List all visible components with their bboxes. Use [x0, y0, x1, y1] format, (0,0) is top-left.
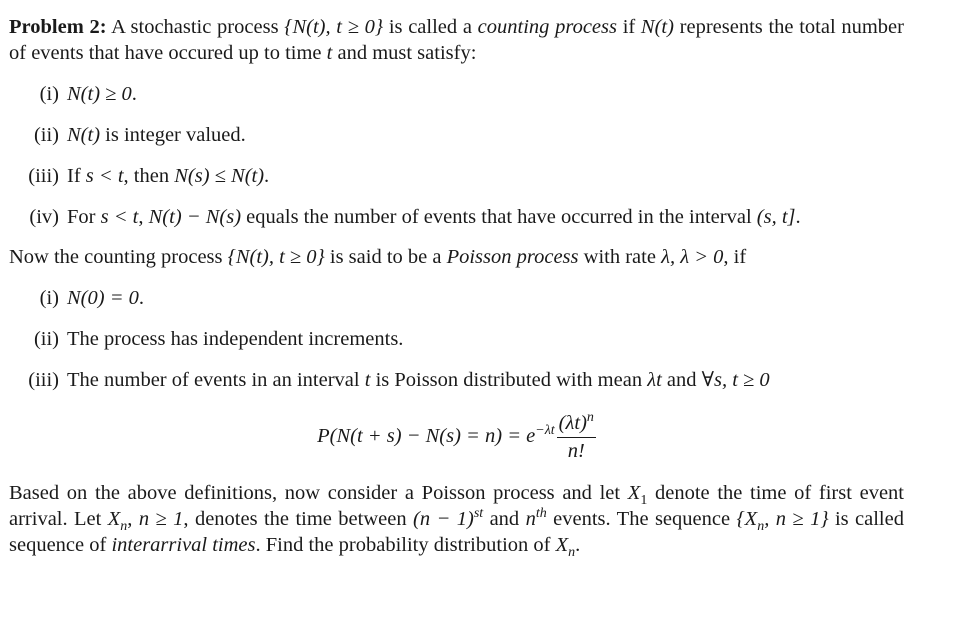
list-item [9, 204, 904, 230]
problem-text: and must satisfy: [332, 42, 477, 64]
fraction-numerator: (λt) [558, 411, 587, 434]
item-text: If [67, 165, 86, 187]
math-expr: t [364, 369, 371, 391]
item-number: (i) [39, 287, 59, 309]
equation-exponent: −λt [535, 423, 555, 439]
fraction-denominator: n! [567, 439, 585, 462]
list-item [9, 326, 904, 352]
list-item [9, 81, 904, 107]
math-expr: N(s) ≤ N(t) [174, 165, 265, 187]
math-expr: λt [647, 369, 662, 391]
poisson-text: Now the counting process [9, 246, 228, 268]
item-text: . [264, 165, 270, 187]
closing-text: events. The sequence [546, 508, 737, 530]
math-set: , n ≥ 1} [764, 508, 829, 530]
problem-text: A stochastic process [106, 16, 285, 38]
list-item [9, 122, 904, 148]
math-expr: N(0) = 0 [67, 287, 139, 309]
math-set: {N(t), t ≥ 0} [227, 246, 325, 268]
term-counting-process: counting process [477, 16, 617, 38]
math-t: t [326, 42, 333, 64]
item-text: equals the number of events that have occurred in the interval [241, 206, 757, 228]
item-number: (i) [39, 83, 59, 105]
closing-question [9, 480, 905, 561]
term-interarrival-times: interarrival times [111, 534, 256, 556]
math-expr: N(t) ≥ 0 [67, 83, 132, 105]
problem-text: represents the total number of events that have occured up to time [9, 16, 904, 64]
item-text: . [795, 206, 801, 228]
item-text: . [138, 287, 145, 309]
item-text: , then [123, 165, 175, 187]
math-expr: s < t [85, 165, 124, 187]
closing-text: , denotes the time between [183, 508, 413, 530]
closing-text: . [575, 534, 581, 556]
item-number: (ii) [33, 124, 59, 146]
term-poisson-process: Poisson process [446, 246, 579, 268]
math-superscript: th [535, 506, 547, 522]
closing-text: and [483, 508, 526, 530]
closing-text: . Find the probability distribution of [255, 534, 556, 556]
poisson-text: , if [723, 246, 747, 268]
problem-text: is called a [383, 16, 478, 38]
math-expr: N(t) [67, 124, 101, 146]
item-text: The process has independent increments. [67, 328, 404, 350]
math-subscript: n [568, 545, 576, 561]
numerator-exponent: n [586, 409, 594, 425]
item-number: (iii) [28, 369, 59, 391]
math-superscript: st [473, 506, 484, 522]
closing-text: denote the time of first event arrival. Let [9, 482, 905, 530]
math-expr: N(t) − N(s) [148, 206, 242, 228]
item-number: (iii) [28, 165, 59, 187]
math-expr: (n − 1) [413, 508, 474, 530]
math-x: X [107, 508, 121, 530]
closing-text: , [127, 508, 139, 530]
math-x: X [627, 482, 641, 504]
poisson-definition [9, 244, 904, 270]
equation-lhs: P(N(t + s) − N(s) = n) = e [317, 425, 536, 447]
item-text: , [138, 206, 149, 228]
math-rate: λ, λ > 0 [661, 246, 724, 268]
poisson-text: with rate [578, 246, 662, 268]
poisson-conditions-list [9, 285, 904, 393]
problem-document [9, 14, 905, 561]
item-text: . [131, 83, 137, 105]
problem-label: Problem 2: [9, 16, 107, 38]
item-text: is integer valued. [100, 124, 246, 146]
math-subscript: n [757, 519, 765, 535]
counting-conditions-list [9, 81, 904, 230]
math-expr: s < t [100, 206, 139, 228]
item-text: The number of events in an interval [67, 369, 365, 391]
item-number: (iv) [29, 206, 59, 228]
math-expr: ∀s, t ≥ 0 [701, 369, 770, 391]
math-nt: N(t) [640, 16, 674, 38]
closing-text: Based on the above definitions, now consider a Poisson process and let [9, 482, 628, 504]
poisson-equation [9, 408, 904, 464]
math-x: X [555, 534, 569, 556]
problem-statement [9, 14, 904, 66]
item-number: (ii) [33, 328, 59, 350]
list-item [9, 367, 904, 393]
item-text: is Poisson distributed with mean [370, 369, 648, 391]
math-expr: n ≥ 1 [138, 508, 184, 530]
list-item [9, 163, 904, 189]
problem-text: if [616, 16, 641, 38]
list-item [9, 285, 904, 311]
math-subscript: 1 [640, 493, 648, 509]
item-text: For [67, 206, 101, 228]
math-expr: (s, t] [756, 206, 796, 228]
closing-text: is called sequence of [9, 508, 904, 556]
poisson-text: is said to be a [324, 246, 447, 268]
math-expr: n [525, 508, 536, 530]
math-set: {X [736, 508, 758, 530]
item-text: and [661, 369, 702, 391]
equation-fraction [557, 411, 596, 462]
math-subscript: n [120, 519, 128, 535]
math-set: {N(t), t ≥ 0} [284, 16, 384, 38]
